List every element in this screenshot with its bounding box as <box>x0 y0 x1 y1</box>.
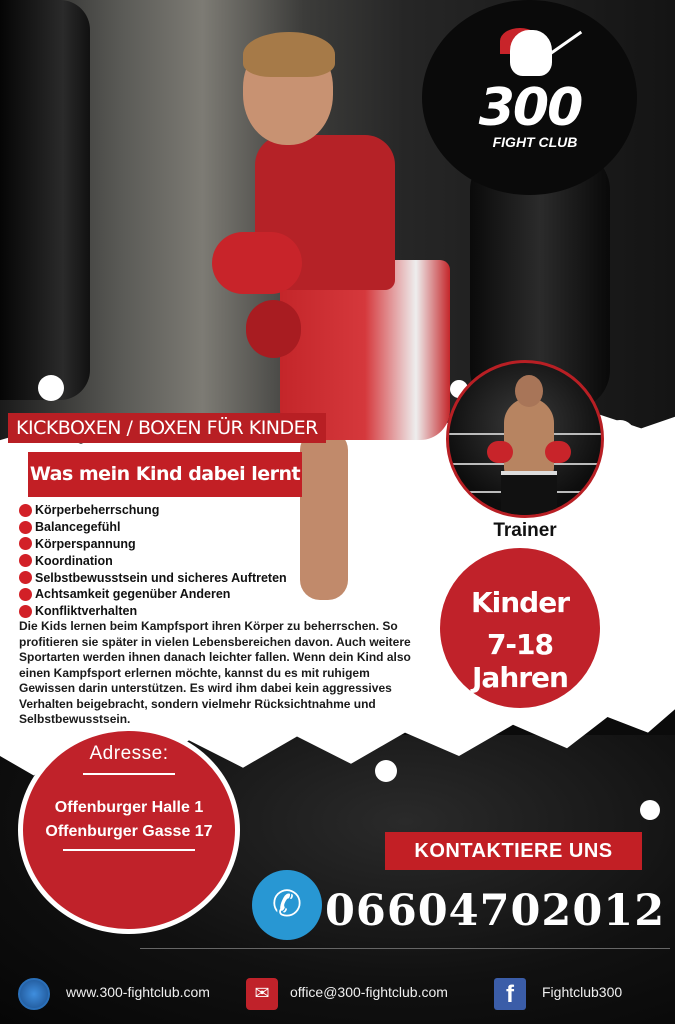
list-item: Koordination <box>19 552 287 569</box>
section-subtitle: Was mein Kind dabei lernt <box>28 452 302 497</box>
trainer-photo <box>446 360 604 518</box>
benefit-list <box>19 502 287 620</box>
list-item: Körperspannung <box>19 536 287 553</box>
list-item: Achtsamkeit gegenüber Anderen <box>19 586 287 603</box>
splash-dot <box>640 800 660 820</box>
splash-dot <box>605 420 635 450</box>
logo-subtitle: FIGHT CLUB <box>492 134 578 150</box>
kid-hair <box>243 32 335 77</box>
address-line-2: Offenburger Gasse 17 <box>45 823 213 840</box>
email-link[interactable]: office@300-fightclub.com <box>290 984 448 1000</box>
divider <box>63 849 195 851</box>
page-title: KICKBOXEN / BOXEN FÜR KINDER <box>8 413 326 443</box>
footer <box>0 958 675 1024</box>
trainer-glove <box>545 441 571 463</box>
list-item: Selbstbewusstsein und sicheres Auftreten <box>19 569 287 586</box>
punching-bag-left <box>0 0 90 400</box>
age-badge <box>440 548 600 708</box>
kid-glove <box>246 300 301 358</box>
description-text: Die Kids lernen beim Kampfsport ihren Körper zu beherrschen. So profitieren sie später in vielen Lebensbereichen davon. Auch weitere Sportarten werden ihnen danach leichter fallen. Wenn dein Kind also einen Kampfsport erlernen möchte, kannst du es mit ruhigem Gewissen darin unterstützen. Es wird ihm dabei kein aggressives Verhalten beigebracht, sondern vielmehr Rücksichtnahme und Selbstbewusstsein. <box>19 619 411 726</box>
contact-button[interactable]: KONTAKTIERE UNS <box>385 832 642 870</box>
splash-dot <box>375 760 397 782</box>
list-item: Konfliktverhalten <box>19 603 287 620</box>
facebook-link[interactable]: Fightclub300 <box>542 984 623 1000</box>
mail-icon: ✉ <box>246 978 278 1010</box>
phone-number[interactable]: 06604702012 <box>325 886 666 936</box>
club-logo <box>422 0 637 195</box>
trainer-glove <box>487 441 513 463</box>
phone-icon[interactable]: ✆ <box>252 870 322 940</box>
logo-number: 300 <box>478 78 582 138</box>
address-label: Adresse: <box>89 743 169 764</box>
trainer-shorts <box>501 471 557 516</box>
bullet-dot-icon <box>19 588 32 601</box>
bullet-dot-icon <box>19 504 32 517</box>
kid-glove <box>212 232 302 294</box>
bullet-dot-icon <box>19 554 32 567</box>
globe-icon <box>18 978 50 1010</box>
bullet-dot-icon <box>19 571 32 584</box>
kid-leg <box>300 430 348 600</box>
divider <box>140 948 670 949</box>
website-link[interactable]: www.300-fightclub.com <box>66 984 210 1000</box>
address-badge <box>18 726 240 934</box>
bullet-dot-icon <box>19 521 32 534</box>
divider <box>83 773 175 775</box>
list-item: Balancegefühl <box>19 519 287 536</box>
list-item: Körperbeherrschung <box>19 502 287 519</box>
spartan-helmet-icon <box>510 30 552 76</box>
address-line-1: Offenburger Halle 1 <box>54 799 204 816</box>
facebook-icon: f <box>494 978 526 1010</box>
splash-dot <box>38 375 64 401</box>
trainer-body <box>504 398 554 478</box>
age-line-2: 7-18 Jahren <box>472 628 568 694</box>
bullet-dot-icon <box>19 605 32 618</box>
age-line-1: Kinder <box>470 586 570 619</box>
trainer-head <box>515 375 543 407</box>
bullet-dot-icon <box>19 537 32 550</box>
trainer-label: Trainer <box>493 520 557 541</box>
